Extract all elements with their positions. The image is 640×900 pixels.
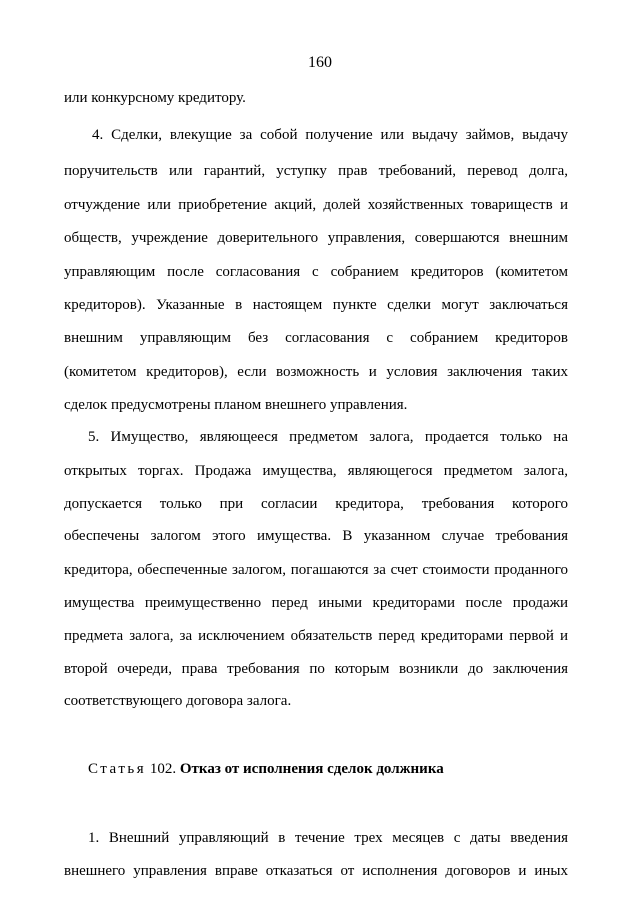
text-line: отчуждение или приобретение акций, долей хозяйственных товариществ и (64, 197, 568, 213)
text-line: допускается только при согласии кредитора, требования которого (64, 496, 568, 512)
text-line: соответствующего договора залога. (64, 693, 292, 709)
text-line: обеспечены залогом этого имущества. В указанном случае требования (64, 528, 568, 544)
text-line: 5. Имущество, являющееся предметом залога, продается только на (88, 429, 568, 445)
text-line: поручительств или гарантий, уступку прав требований, перевод долга, (64, 163, 568, 179)
text-line: 1. Внешний управляющий в течение трех месяцев с даты введения (88, 830, 568, 846)
text-line: сделок предусмотрены планом внешнего управления. (64, 397, 408, 413)
page-number: 160 (308, 54, 332, 71)
text-line: имущества преимущественно перед иными кредиторами после продажи (64, 595, 568, 611)
text-line: управляющим после согласования с собранием кредиторов (комитетом (64, 264, 568, 280)
text-line: кредитора, обеспеченные залогом, погашаются за счет стоимости проданного (64, 562, 568, 578)
text-line: (комитетом кредиторов), если возможность и условия заключения таких (64, 364, 568, 380)
article-heading (88, 760, 568, 778)
text-line: внешним управляющим без согласования с собранием кредиторов (64, 330, 568, 346)
text-line: или конкурсному кредитору. (64, 90, 246, 106)
text-line: открытых торгах. Продажа имущества, являющегося предметом залога, (64, 463, 568, 479)
text-line: кредиторов). Указанные в настоящем пункте сделки могут заключаться (64, 297, 568, 313)
article-title: Отказ от исполнения сделок должника (179, 761, 444, 777)
text-line: обществ, учреждение доверительного управления, совершаются внешним (64, 230, 568, 246)
text-line: 4. Сделки, влекущие за собой получение или выдачу займов, выдачу (92, 127, 568, 143)
text-line: предмета залога, за исключением обязательств перед кредиторами первой и (64, 628, 568, 644)
text-line: второй очереди, права требования по которым возникли до заключения (64, 661, 568, 677)
article-label: Статья (88, 761, 147, 777)
text-line: внешнего управления вправе отказаться от исполнения договоров и иных (64, 863, 568, 879)
article-number: 102. (146, 761, 180, 777)
